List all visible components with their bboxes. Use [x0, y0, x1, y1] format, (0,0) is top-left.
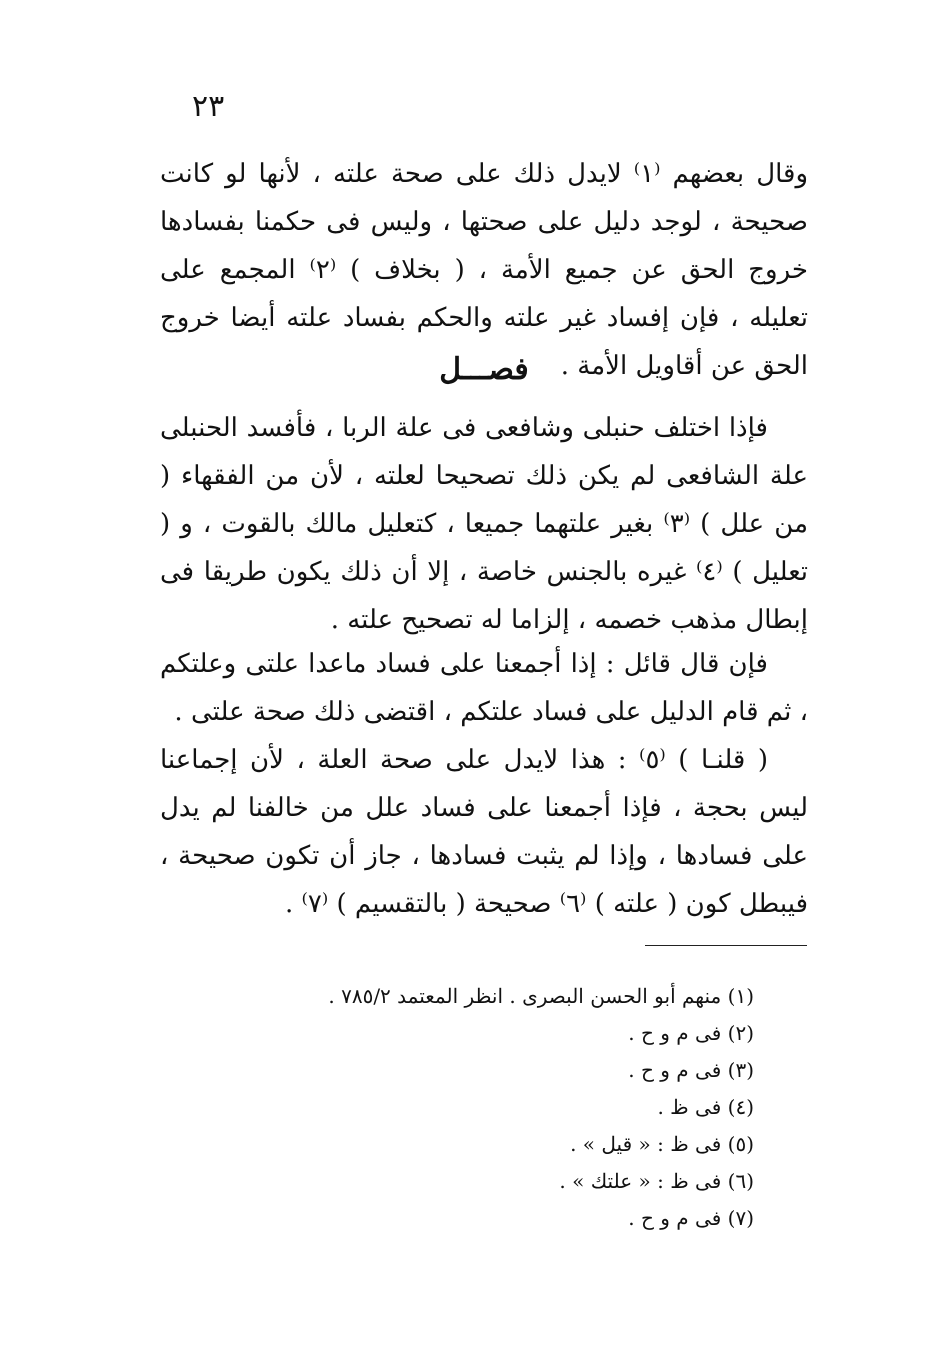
paragraph-text: فإذا اختلف حنبلى وشافعى فى علة الربا ، فأفسد الحنبلى علة الشافعى لم يكن ذلك تصحيحا لعلته ، لأن من الفقهاء ( من علل ) ⁽٣⁾ بغير علتهما جميعا ، كتعليل مالك بالقوت ، و ( تعليل ) ⁽٤⁾ غيره بالجنس خاصة ، إلا أن ذلك يكون طريقا فى إبطال مذهب خصمه ، إلزاما له تصحيح علته . [160, 413, 808, 635]
paragraph-text: ( قلنـا ) ⁽٥⁾ : هذا لايدل على صحة العلة ، لأن إجماعنا ليس بحجة ، فإذا أجمعنا على فساد علل من خالفنا لم يدل على فسادها ، وإذا لم يثبت فسادها ، جاز أن تكون صحيحة ، فيبطل كون ( علته ) ⁽٦⁾ صحيحة ( بالتقسيم ) ⁽٧⁾ . [160, 745, 808, 919]
section-heading: فصـــل [439, 352, 529, 387]
page-number: ٢٣ [192, 89, 225, 124]
paragraph-text: وقال بعضهم ⁽١⁾ لايدل ذلك على صحة علته ، لأنها لو كانت صحيحة ، لوجد دليل على صحتها ، وليس فى حكمنا بفسادها خروج الحق عن جميع الأمة ، ( بخلاف ) ⁽٢⁾ المجمع على تعليله ، فإن إفساد غير علته والحكم بفساد علته أيضا خروج الحق عن أقاويل الأمة . [160, 159, 809, 381]
paragraph-text: فإن قال قائل : إذا أجمعنا على فساد ماعدا علتى وعلتكم ، ثم قام الدليل على فساد علتكم ، اقتضى ذلك صحة علتى . [160, 649, 808, 727]
footnote-3: (٣) فى م و ح . [628, 1058, 754, 1082]
footnote-5: (٥) فى ظ : « قيل » . [570, 1132, 754, 1156]
footnote-1: (١) منهم أبو الحسن البصرى . انظر المعتمد ٧٨٥/٢ . [328, 984, 754, 1008]
footnote-divider [645, 945, 807, 946]
paragraph-section-2 [160, 640, 808, 736]
paragraph-section-1 [160, 404, 808, 644]
footnote-6: (٦) فى ظ : « علتك » . [559, 1169, 754, 1193]
footnote-4: (٤) فى ظ . [657, 1095, 754, 1119]
footnote-2: (٢) فى م و ح . [628, 1021, 754, 1045]
paragraph-section-3 [160, 736, 808, 928]
footnote-7: (٧) فى م و ح . [628, 1206, 754, 1230]
footnotes-list [160, 978, 754, 1237]
